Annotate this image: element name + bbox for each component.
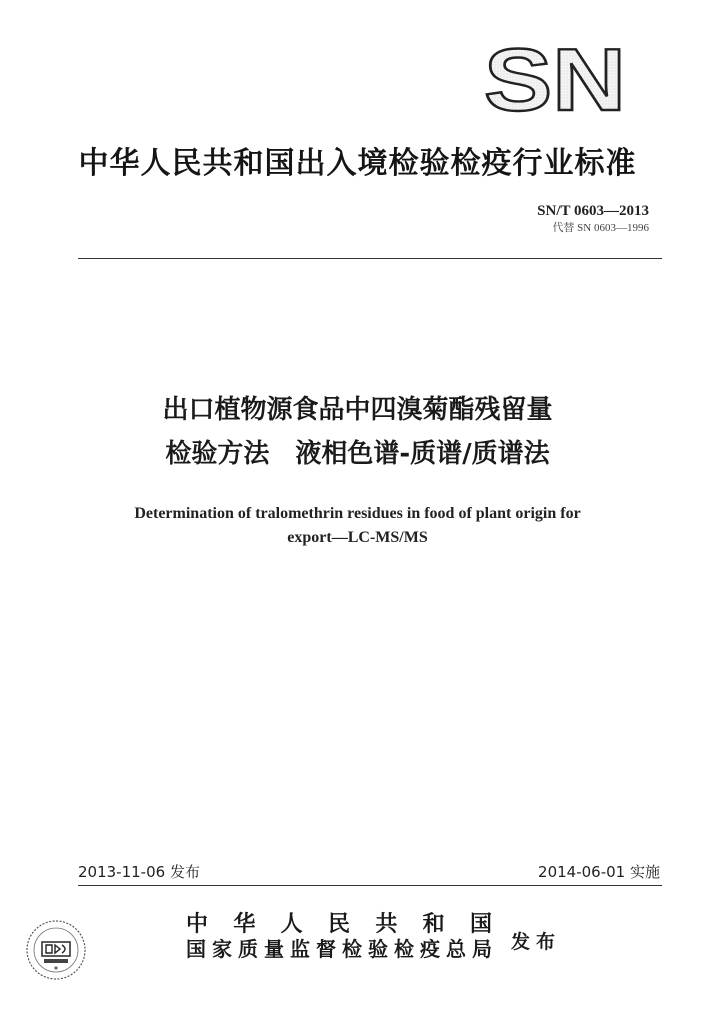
english-title-line-1: Determination of tralomethrin residues in food of plant origin for [134, 505, 581, 522]
chinese-title [0, 388, 715, 476]
replaces-standard: 代替 SN 0603—1996 [552, 222, 649, 234]
chinese-title-line-1: 出口植物源食品中四溴菊酯残留量 [162, 395, 553, 425]
english-title-line-2: export—LC-MS/MS [287, 529, 428, 546]
issue-date: 2013-11-06 发布 [78, 863, 200, 881]
standard-number-block [537, 203, 649, 236]
standard-code: SN/T 0603—2013 [537, 203, 649, 219]
publisher-line-2: 国家质量监督检验检疫总局 [186, 937, 492, 961]
top-divider [78, 258, 662, 259]
publish-label: 发布 [511, 931, 562, 953]
implementation-date: 2014-06-01 实施 [538, 863, 660, 881]
anti-counterfeit-seal-icon [24, 918, 88, 982]
svg-text:SN: SN [484, 40, 626, 116]
sn-logo [482, 40, 628, 116]
issuing-body-title: 中华人民共和国出入境检验检疫行业标准 [78, 146, 637, 181]
chinese-title-line-2: 检验方法 液相色谱-质谱/质谱法 [165, 439, 550, 469]
publisher-line-1: 中华人民共和国 [186, 911, 492, 937]
bottom-divider [78, 885, 662, 886]
english-title [0, 502, 715, 550]
